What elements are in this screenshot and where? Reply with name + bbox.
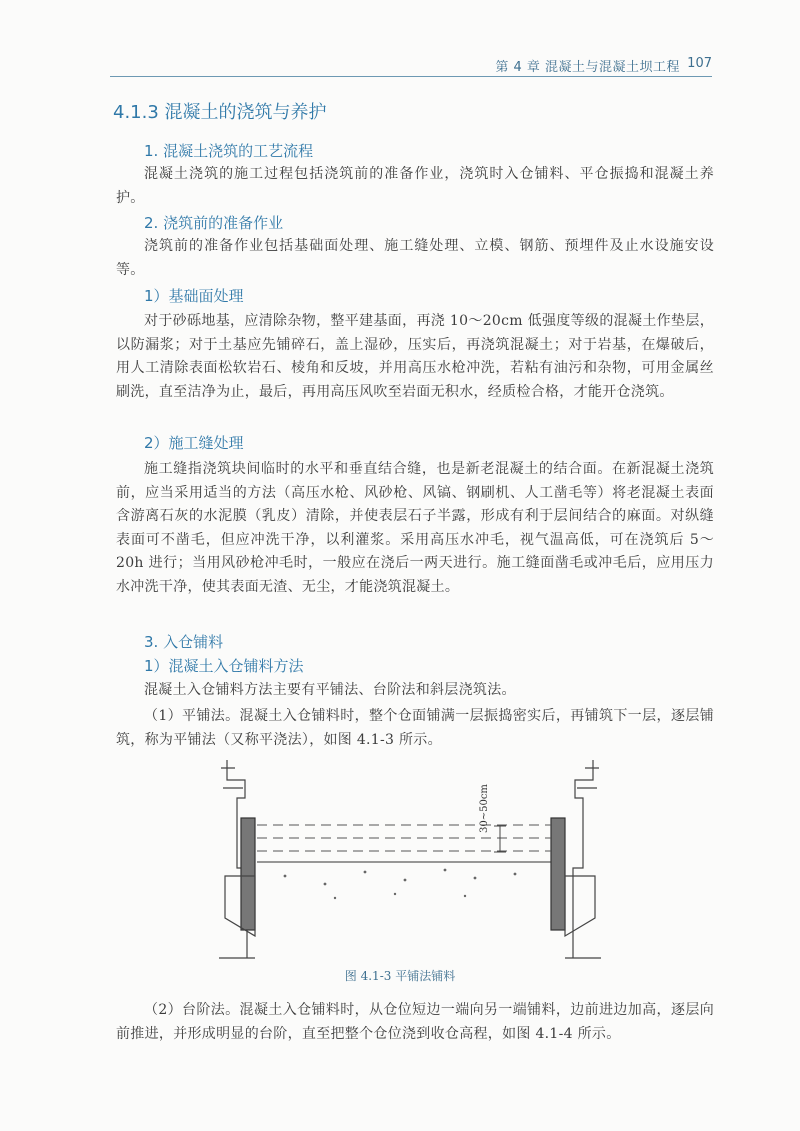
- header-rule: [110, 76, 712, 77]
- paragraph-construction-joint: 施工缝指浇筑块间临时的水平和垂直结合缝，也是新老混凝土的结合面。在新混凝土浇筑前，应当采用适当的方法（高压水枪、风砂枪、风镐、钢刷机、人工凿毛等）将老混凝土表面含游离石灰的水泥膜（乳皮）清除，并使表层石子半露，形成有利于层间结合的麻面。对纵缝表面可不凿毛，但应冲洗干净，以利灌浆。采用高压水冲毛，视气温高低，可在浇筑后 5～20h 进行；当用风砂枪冲毛时，一般应在浇后一两天进行。施工缝面凿毛或冲毛后，应用压力水冲洗干净，使其表面无渣、无尘，才能浇筑混凝土。: [116, 461, 714, 595]
- heading-construction-joint: 2）施工缝处理: [144, 434, 244, 452]
- paragraph-placement-methods: 混凝土入仓铺料方法主要有平铺法、台阶法和斜层浇筑法。: [144, 682, 516, 698]
- section-title: 4.1.3 混凝土的浇筑与养护: [113, 102, 327, 123]
- dimension-label: 30~50cm: [479, 784, 490, 833]
- aggregate-dots: [284, 869, 517, 900]
- page-header: [110, 52, 712, 78]
- paragraph-preparation: 浇筑前的准备作业包括基础面处理、施工缝处理、立模、钢筋、预埋件及止水设施安设等。: [116, 238, 714, 278]
- dimension-marker: [494, 826, 506, 852]
- concrete-layers: [257, 825, 551, 862]
- heading-foundation: 1）基础面处理: [144, 287, 244, 305]
- left-formwork: [219, 760, 255, 958]
- chapter-title: 第 4 章 混凝土与混凝土坝工程: [495, 60, 680, 75]
- paragraph-stepped: （2）台阶法。混凝土入仓铺料时，从仓位短边一端向另一端铺料，边前进边加高，逐层向前推进，并形成明显的台阶，直至把整个仓位浇到收仓高程，如图 4.1-4 所示。: [116, 1002, 714, 1042]
- right-formwork: [551, 760, 601, 958]
- heading-placement-methods: 1）混凝土入仓铺料方法: [144, 657, 304, 675]
- paragraph-flat-layer: （1）平铺法。混凝土入仓铺料时，整个仓面铺满一层振捣密实后，再铺筑下一层，逐层铺筑，称为平铺法（又称平浇法），如图 4.1-3 所示。: [116, 708, 714, 748]
- figure-caption: 图 4.1-3 平铺法铺料: [344, 969, 456, 983]
- heading-placement: 3. 入仓铺料: [144, 633, 224, 651]
- paragraph-process: 混凝土浇筑的施工过程包括浇筑前的准备作业，浇筑时入仓铺料、平仓振捣和混凝土养护。: [116, 166, 714, 206]
- paragraph-foundation: 对于砂砾地基，应清除杂物，整平建基面，再浇 10～20cm 低强度等级的混凝土作垫层，以防漏浆；对于土基应先铺碎石，盖上湿砂，压实后，再浇筑混凝土；对于岩基，在爆破后，用人工清除表面松软岩石、棱角和反坡，并用高压水枪冲洗，若粘有油污和杂物，可用金属丝刷洗，直至洁净为止，最后，再用高压风吹至岩面无积水，经质检合格，才能开仓浇筑。: [116, 313, 714, 400]
- page-number: 107: [687, 56, 712, 71]
- figure-flat-layer-placement: [215, 758, 605, 967]
- heading-preparation: 2. 浇筑前的准备作业: [144, 214, 284, 232]
- heading-process: 1. 混凝土浇筑的工艺流程: [144, 142, 314, 160]
